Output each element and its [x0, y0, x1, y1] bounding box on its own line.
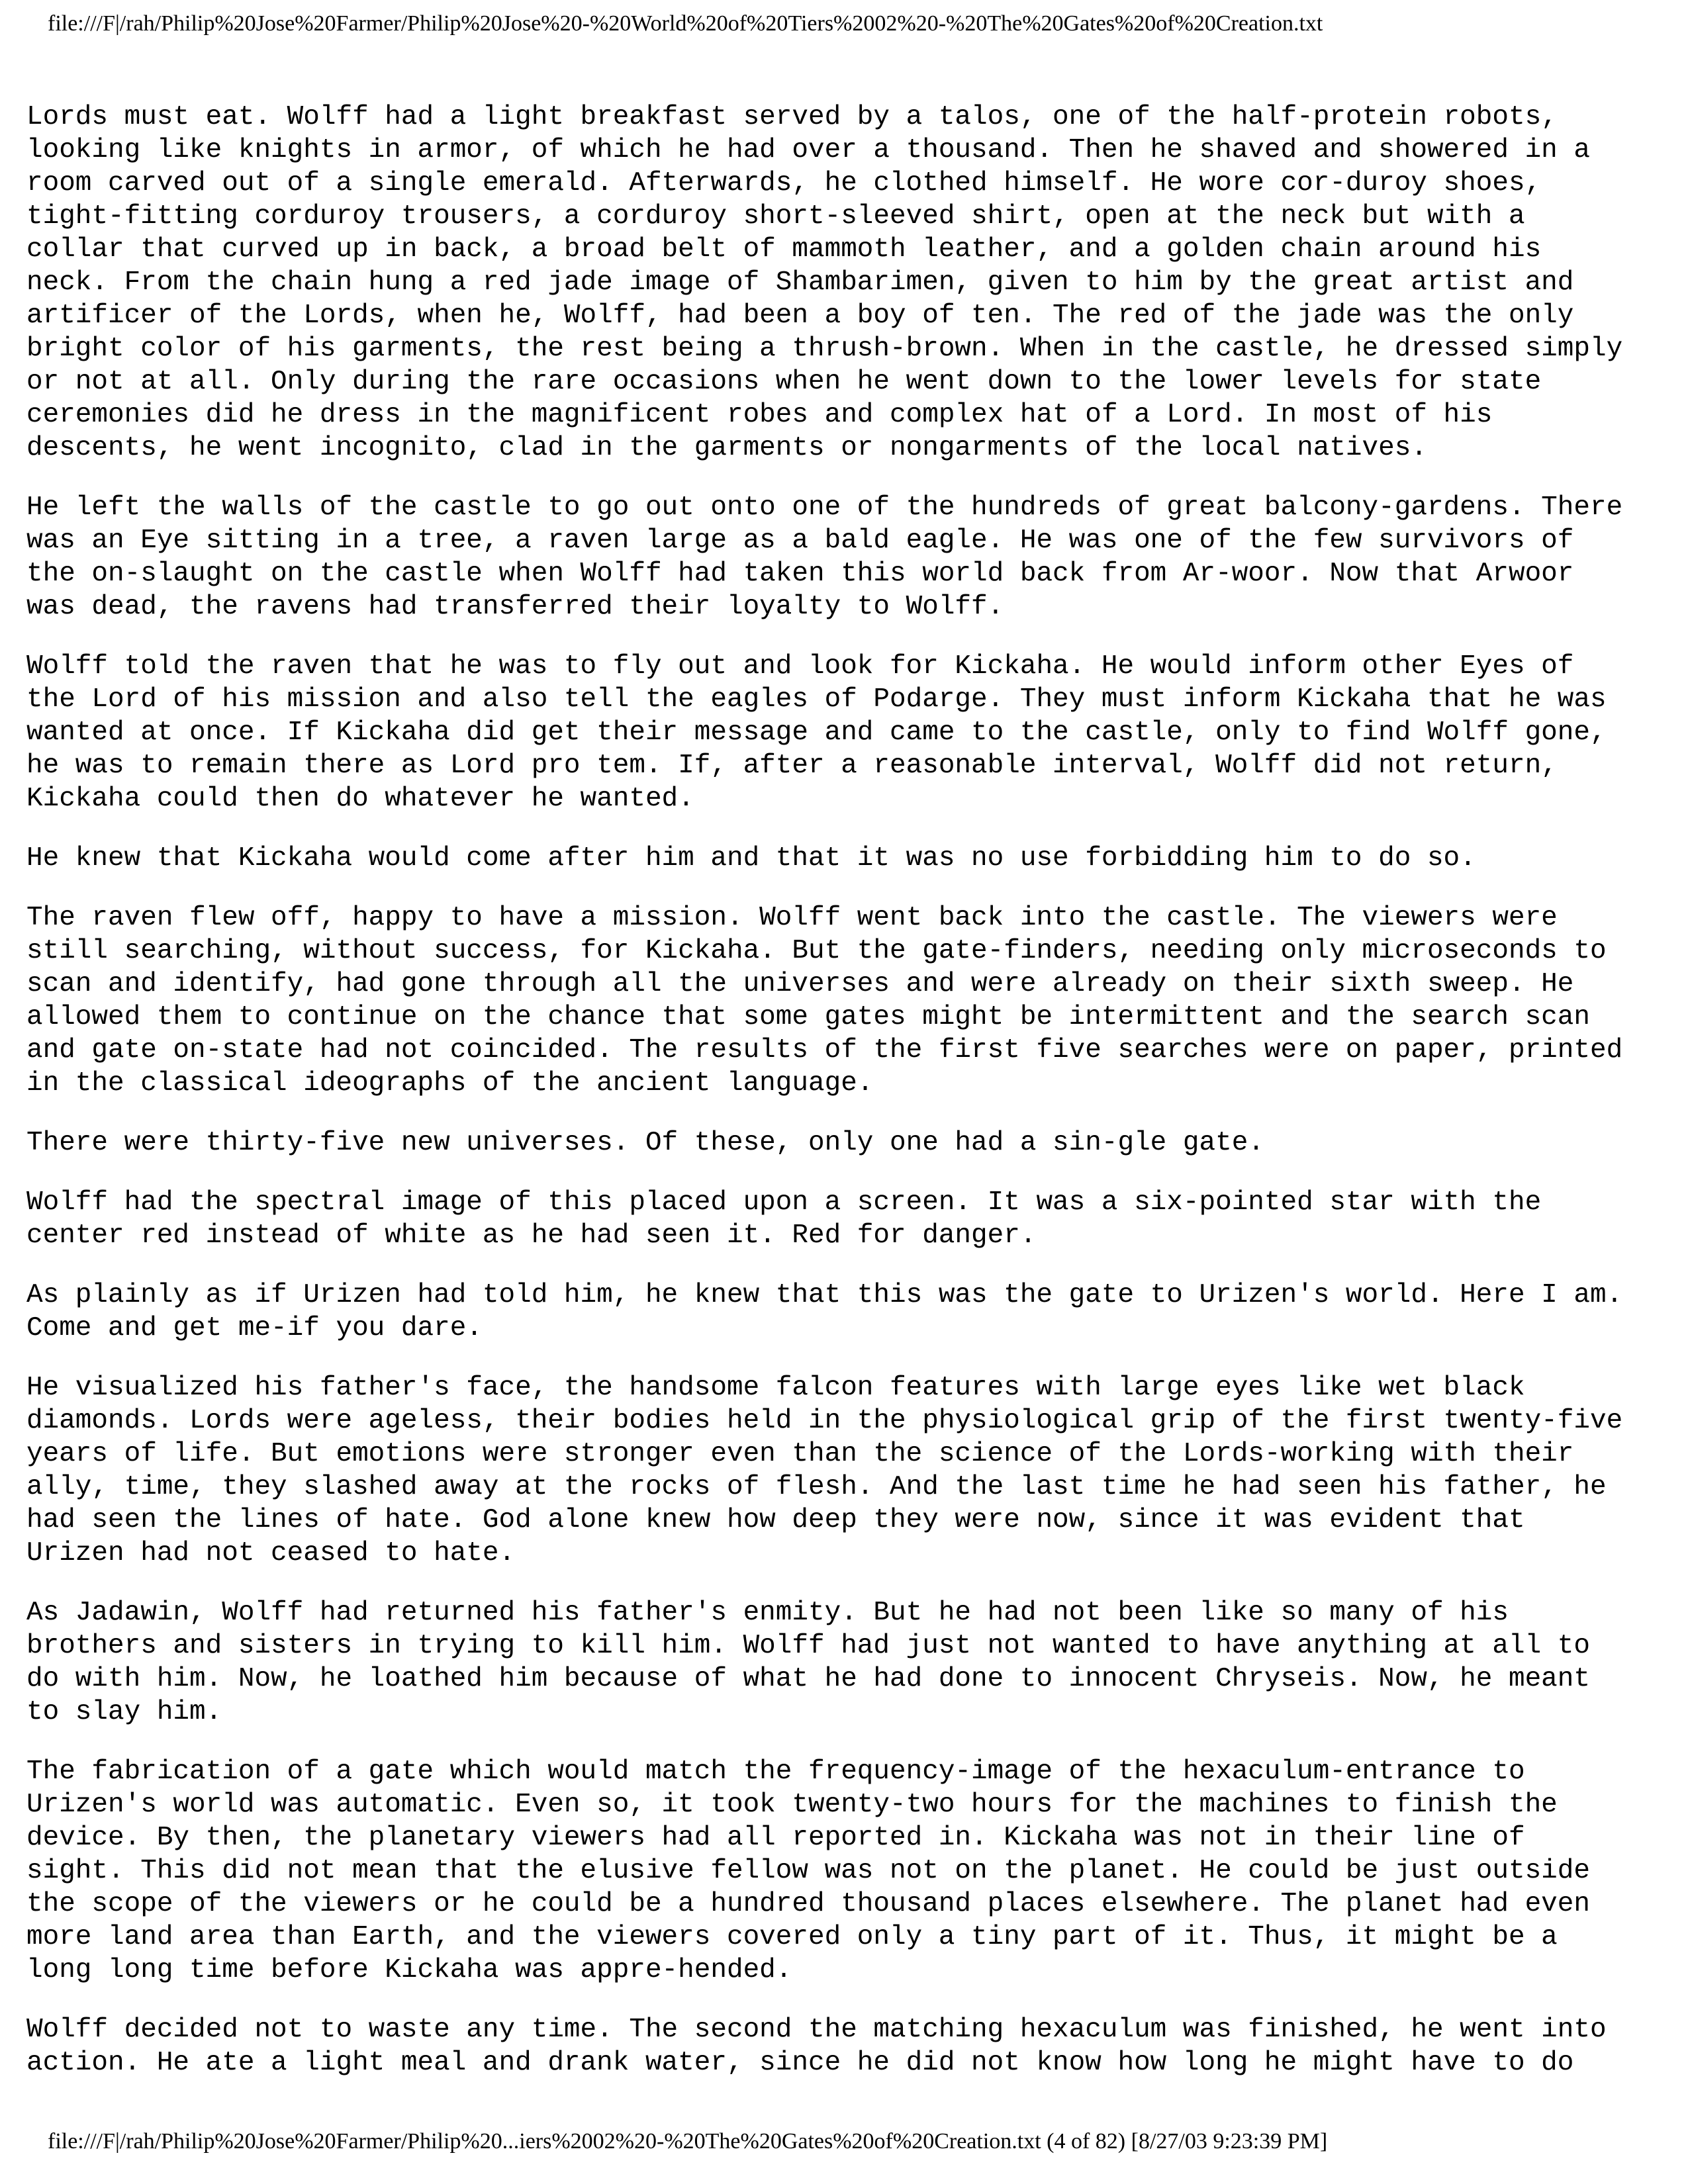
- paragraph-3: Wolff told the raven that he was to fly out and look for Kickaha. He would inform other Eyes of the Lord of his mission and also tell the eagles of Podarge. They must inform Kickaha that he was wanted at once. If Kickaha did get their message and came to the castle, only to find Wolff gone, he was to remain there as Lord pro tem. If, after a reasonable interval, Wolff did not return, Kickaha could then do whatever he wanted.: [26, 651, 1607, 814]
- page-footer-file-path: file:///F|/rah/Philip%20Jose%20Farmer/Philip%20...iers%2002%20-%20The%20Gates%20of%20Creation.txt (4 of 82) [8/27/03 9:23:39 PM]: [48, 2129, 1328, 2154]
- paragraph-11: The fabrication of a gate which would match the frequency-image of the hexaculum-entrance to Urizen's world was automatic. Even so, it took twenty-two hours for the machines to finish the device. By then, the planetary viewers had all reported in. Kickaha was not in their line of sight. This did not mean that the elusive fellow was not on the planet. He could be just outside the scope of the viewers or he could be a hundred thousand places elsewhere. The planet had even more land area than Earth, and the viewers covered only a tiny part of it. Thus, it might be a long long time before Kickaha was appre-hended.: [26, 1756, 1590, 1985]
- paragraph-6: There were thirty-five new universes. Of these, only one had a sin-gle gate.: [26, 1128, 1264, 1158]
- paragraph-12: Wolff decided not to waste any time. The second the matching hexaculum was finished, he went into action. He ate a light meal and drank water, since he did not know how long he might have to do: [26, 2015, 1607, 2078]
- paragraph-5: The raven flew off, happy to have a mission. Wolff went back into the castle. The viewers were still searching, without success, for Kickaha. But the gate-finders, needing only microseconds to scan and identify, had gone through all the universes and were already on their sixth sweep. He allowed them to continue on the chance that some gates might be intermittent and the search scan and gate on-state had not coincided. The results of the first five searches were on paper, printed in the classical ideographs of the ancient language.: [26, 903, 1623, 1099]
- document-body: [26, 101, 1668, 2106]
- paragraph-4: He knew that Kickaha would come after him and that it was no use forbidding him to do so.: [26, 843, 1476, 874]
- paragraph-1: Lords must eat. Wolff had a light breakfast served by a talos, one of the half-protein robots, looking like knights in armor, of which he had over a thousand. Then he shaved and showered in a room carved out of a single emerald. Afterwards, he clothed himself. He wore cor-duroy shoes, tight-fitting corduroy trousers, a corduroy short-sleeved shirt, open at the neck but with a collar that curved up in back, a broad belt of mammoth leather, and a golden chain around his neck. From the chain hung a red jade image of Shambarimen, given to him by the great artist and artificer of the Lords, when he, Wolff, had been a boy of ten. The red of the jade was the only bright color of his garments, the rest being a thrush-brown. When in the castle, he dressed simply or not at all. Only during the rare occasions when he went down to the lower levels for state ceremonies did he dress in the magnificent robes and complex hat of a Lord. In most of his descents, he went incognito, clad in the garments or nongarments of the local natives.: [26, 102, 1623, 463]
- paragraph-9: He visualized his father's face, the handsome falcon features with large eyes like wet black diamonds. Lords were ageless, their bodies held in the physiological grip of the first twenty-five years of life. But emotions were stronger even than the science of the Lords-working with their ally, time, they slashed away at the rocks of flesh. And the last time he had seen his father, he had seen the lines of hate. God alone knew how deep they were now, since it was evident that Urizen had not ceased to hate.: [26, 1373, 1623, 1569]
- paragraph-7: Wolff had the spectral image of this placed upon a screen. It was a six-pointed star with the center red instead of white as he had seen it. Red for danger.: [26, 1187, 1542, 1251]
- paragraph-8: As plainly as if Urizen had told him, he knew that this was the gate to Urizen's world. Here I am. Come and get me-if you dare.: [26, 1280, 1623, 1343]
- paragraph-2: He left the walls of the castle to go out onto one of the hundreds of great balcony-gardens. There was an Eye sitting in a tree, a raven large as a bald eagle. He was one of the few survivors of the on-slaught on the castle when Wolff had taken this world back from Ar-woor. Now that Arwoor was dead, the ravens had transferred their loyalty to Wolff.: [26, 492, 1623, 622]
- page-header-file-path: file:///F|/rah/Philip%20Jose%20Farmer/Philip%20Jose%20-%20World%20of%20Tiers%2002%20-%20The%20Gates%20of%20Creation.txt: [48, 11, 1323, 36]
- paragraph-10: As Jadawin, Wolff had returned his father's enmity. But he had not been like so many of his brothers and sisters in trying to kill him. Wolff had just not wanted to have anything at all to do with him. Now, he loathed him because of what he had done to innocent Chryseis. Now, he meant to slay him.: [26, 1598, 1590, 1727]
